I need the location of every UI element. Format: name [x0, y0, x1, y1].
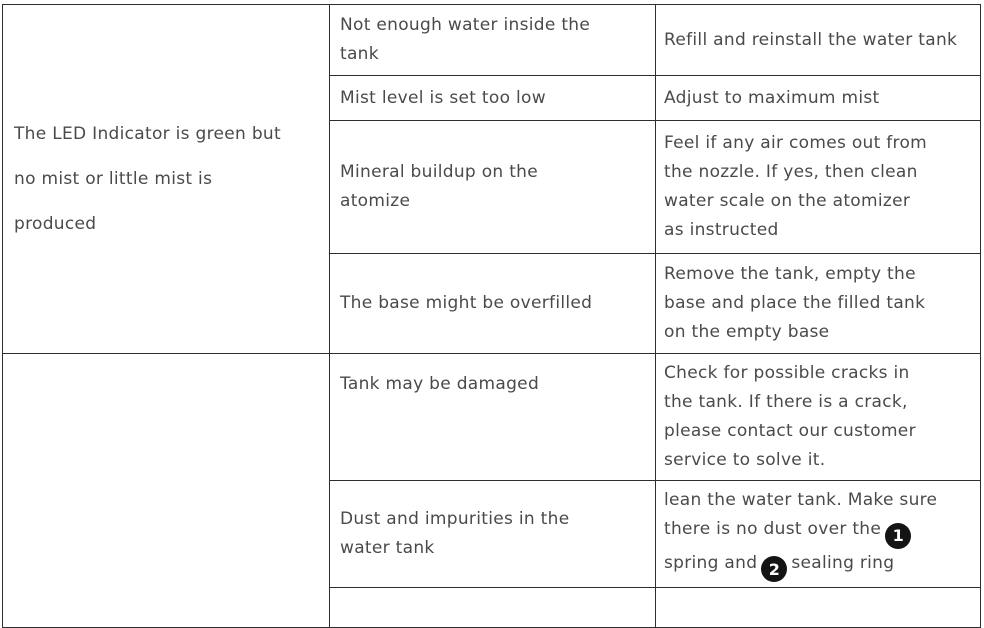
- text-line: The LED Indicator is green but: [14, 123, 281, 144]
- text-line: The base might be overfilled: [340, 293, 593, 313]
- circled-1-icon: 1: [885, 523, 911, 549]
- problem-cell-second-section: [3, 354, 330, 628]
- solution-cell-refill-tank: [656, 5, 981, 76]
- text-line: water tank: [340, 538, 435, 558]
- text-line: Not enough water inside the: [340, 15, 591, 35]
- text-line: Adjust to maximum mist: [664, 87, 880, 108]
- text-line: base and place the filled tank: [664, 293, 926, 313]
- cause-cell-mist-level-low: [330, 76, 656, 121]
- text-line: Remove the tank, empty the: [664, 264, 916, 284]
- text-line: Feel if any air comes out from: [664, 133, 928, 153]
- table-row: [3, 354, 981, 481]
- solution-line: [664, 549, 974, 583]
- text-line: no mist or little mist is: [14, 168, 213, 189]
- cause-cell-dust-impurities: [330, 481, 656, 588]
- solution-cell-empty-base: [656, 254, 981, 354]
- text-line: service to solve it.: [664, 450, 826, 470]
- solution-cell-partial: [656, 588, 981, 628]
- table-row: [3, 5, 981, 76]
- solution-line: [664, 486, 974, 515]
- troubleshooting-table: [2, 4, 981, 628]
- text-line: Mist level is set too low: [340, 87, 546, 108]
- solution-text: sealing ring: [791, 552, 895, 573]
- circled-2-icon: 2: [761, 556, 787, 582]
- text-line: tank: [340, 44, 379, 64]
- cause-cell-mineral-buildup: [330, 121, 656, 254]
- text-line: on the empty base: [664, 322, 830, 342]
- text-line: atomize: [340, 191, 411, 211]
- solution-text: lean the water tank. Make sure: [664, 490, 938, 510]
- cause-cell-base-overfilled: [330, 254, 656, 354]
- text-line: the nozzle. If yes, then clean: [664, 162, 918, 182]
- cause-cell-not-enough-water: [330, 5, 656, 76]
- text-line: water scale on the atomizer: [664, 191, 911, 211]
- text-line: the tank. If there is a crack,: [664, 392, 908, 412]
- solution-cell-clean-water-tank: [656, 481, 981, 588]
- text-line: please contact our customer: [664, 421, 916, 441]
- text-line: Refill and reinstall the water tank: [664, 29, 958, 50]
- cause-cell-tank-damaged: [330, 354, 656, 481]
- solution-cell-check-cracks: [656, 354, 981, 481]
- solution-cell-adjust-mist: [656, 76, 981, 121]
- solution-cell-clean-atomizer: [656, 121, 981, 254]
- text-line: Dust and impurities in the: [340, 509, 570, 529]
- text-line: produced: [14, 213, 97, 234]
- problem-cell-led-green-no-mist: [3, 5, 330, 354]
- text-line: Tank may be damaged: [340, 374, 540, 394]
- text-line: as instructed: [664, 220, 779, 240]
- solution-text: there is no dust over the: [664, 519, 882, 539]
- text-line: Check for possible cracks in: [664, 363, 910, 383]
- solution-line: [664, 515, 974, 549]
- text-line: Mineral buildup on the: [340, 162, 539, 182]
- solution-text: spring and: [664, 552, 758, 573]
- cause-cell-partial: [330, 588, 656, 628]
